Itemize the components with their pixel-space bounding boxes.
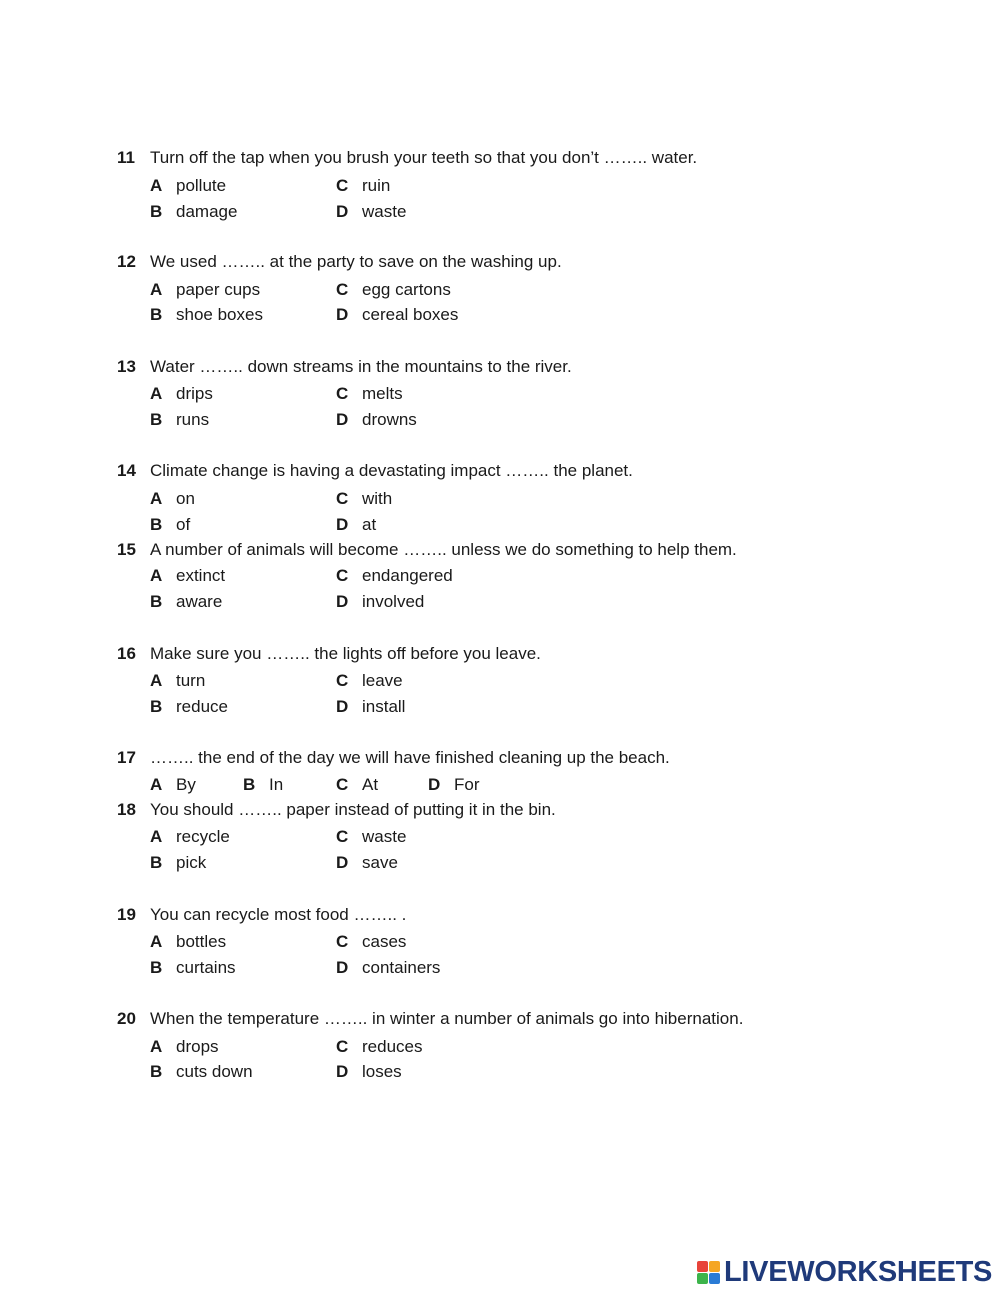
question-number: 11 <box>117 148 135 167</box>
option-c[interactable]: C egg cartons <box>336 280 451 299</box>
option-b[interactable]: B cuts down <box>150 1062 253 1081</box>
question-stem: Turn off the tap when you brush your teeth so that you don’t …….. water. <box>150 148 698 167</box>
option-d[interactable]: D drowns <box>336 410 417 429</box>
option-c[interactable]: C ruin <box>336 176 391 195</box>
option-b[interactable]: B curtains <box>150 958 236 977</box>
question-number: 12 <box>117 252 136 271</box>
option-d[interactable]: D install <box>336 697 406 716</box>
question-stem: We used …….. at the party to save on the washing up. <box>150 252 562 271</box>
option-a[interactable]: A recycle <box>150 827 230 846</box>
question-number: 19 <box>117 905 136 924</box>
option-c[interactable]: C melts <box>336 384 403 403</box>
option-d[interactable]: D For <box>428 775 480 794</box>
option-a[interactable]: A paper cups <box>150 280 261 299</box>
option-b[interactable]: B In <box>243 775 284 794</box>
question-stem: When the temperature …….. in winter a number of animals go into hibernation. <box>150 1009 744 1028</box>
option-b[interactable]: B of <box>150 515 191 534</box>
option-b[interactable]: B aware <box>150 592 223 611</box>
option-d[interactable]: D save <box>336 853 398 872</box>
option-a[interactable]: A on <box>150 489 195 508</box>
option-c[interactable]: C cases <box>336 932 407 951</box>
option-a[interactable]: A turn <box>150 671 206 690</box>
option-d[interactable]: D involved <box>336 592 425 611</box>
option-a[interactable]: A drops <box>150 1037 219 1056</box>
option-c[interactable]: C waste <box>336 827 407 846</box>
option-b[interactable]: B runs <box>150 410 210 429</box>
question-stem: You can recycle most food …….. . <box>150 905 407 924</box>
option-b[interactable]: B pick <box>150 853 207 872</box>
option-b[interactable]: B damage <box>150 202 238 221</box>
option-b[interactable]: B shoe boxes <box>150 305 263 324</box>
option-d[interactable]: D at <box>336 515 377 534</box>
option-b[interactable]: B reduce <box>150 697 228 716</box>
logo-text: LIVEWORKSHEETS <box>724 1256 993 1288</box>
option-d[interactable]: D cereal boxes <box>336 305 459 324</box>
option-c[interactable]: C leave <box>336 671 403 690</box>
question-number: 18 <box>117 800 136 819</box>
option-a[interactable]: A drips <box>150 384 213 403</box>
option-d[interactable]: D loses <box>336 1062 402 1081</box>
question-stem: You should …….. paper instead of putting it in the bin. <box>150 800 556 819</box>
option-c[interactable]: C At <box>336 775 379 794</box>
question-stem: …….. the end of the day we will have finished cleaning up the beach. <box>150 748 670 767</box>
option-d[interactable]: D waste <box>336 202 407 221</box>
question-stem: A number of animals will become …….. unless we do something to help them. <box>150 540 737 559</box>
question-number: 14 <box>117 461 136 480</box>
question-number: 17 <box>117 748 136 767</box>
question-stem: Climate change is having a devastating impact …….. the planet. <box>150 461 633 480</box>
question-number: 15 <box>117 540 136 559</box>
logo-blocks-icon <box>697 1261 720 1284</box>
option-a[interactable]: A pollute <box>150 176 227 195</box>
question-stem: Make sure you …….. the lights off before you leave. <box>150 644 541 663</box>
question-number: 20 <box>117 1009 136 1028</box>
liveworksheets-logo <box>697 1256 992 1289</box>
question-stem: Water …….. down streams in the mountains to the river. <box>150 357 572 376</box>
question-number: 13 <box>117 357 136 376</box>
option-c[interactable]: C endangered <box>336 566 453 585</box>
option-a[interactable]: A bottles <box>150 932 227 951</box>
option-d[interactable]: D containers <box>336 958 441 977</box>
option-c[interactable]: C reduces <box>336 1037 423 1056</box>
option-c[interactable]: C with <box>336 489 393 508</box>
option-a[interactable]: A extinct <box>150 566 226 585</box>
option-a[interactable]: A By <box>150 775 196 794</box>
question-number: 16 <box>117 644 136 663</box>
